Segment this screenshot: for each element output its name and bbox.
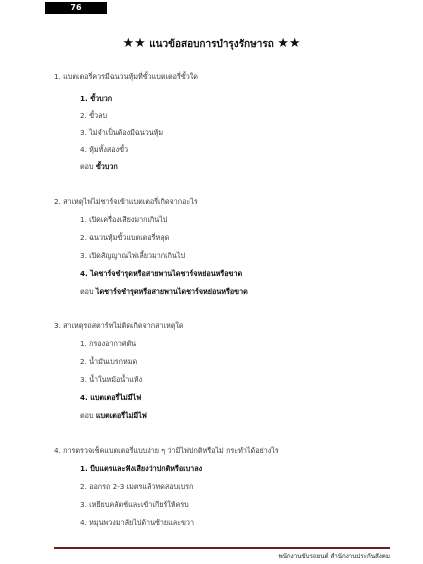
star-icon: ★★ xyxy=(122,36,146,51)
option: 1. ขั้วบวก xyxy=(80,94,113,103)
question-text: 1. แบตเตอรี่ควรมีฉนวนหุ้มที่ขั้วแบตเตอรี่ขั้วใด xyxy=(54,72,198,81)
option: 1. เปิดเครื่องเสียงมากเกินไป xyxy=(80,215,168,224)
option: 3. เปิดสัญญาณไฟเลี้ยวมากเกินไป xyxy=(80,251,186,260)
question-text: 3. สาเหตุรถสตาร์ทไม่ติดเกิดจากสาเหตุใด xyxy=(54,321,184,330)
option: 4. หุ้มทั้งสองขั้ว xyxy=(80,145,129,154)
answer-line xyxy=(80,411,147,421)
answer-line xyxy=(80,162,118,172)
answer-label: ตอบ xyxy=(80,411,94,420)
option: 4. ไดชาร์จชำรุดหรือสายพานไดชาร์จหย่อนหรือขาด xyxy=(80,269,243,278)
option: 1. กรองอากาศตัน xyxy=(80,339,137,348)
answer-text: ไดชาร์จชำรุดหรือสายพานไดชาร์จหย่อนหรือขาด xyxy=(95,287,248,296)
option: 2. ออกรถ 2-3 เมตรแล้วทดสอบเบรก xyxy=(80,482,194,491)
option: 2. ขั้วลบ xyxy=(80,111,108,120)
footer-text: พนักงานขับรถยนต์ สำนักงานประกันสังคม xyxy=(278,553,390,560)
option: 4. แบตเตอรี่ไม่มีไฟ xyxy=(80,393,142,402)
option: 2. ฉนวนหุ้มขั้วแบตเตอรี่หลุด xyxy=(80,233,170,242)
answer-label: ตอบ xyxy=(80,162,94,171)
question-text: 4. การตรวจเช็คแบตเตอรี่แบบง่าย ๆ ว่ามีไฟปกติหรือไม่ กระทำได้อย่างไร xyxy=(54,446,279,455)
answer-text: ขั้วบวก xyxy=(95,162,118,171)
page-number: 76 xyxy=(45,2,107,14)
footer-divider xyxy=(54,547,390,549)
answer-text: แบตเตอรี่ไม่มีไฟ xyxy=(95,411,147,420)
page-title xyxy=(0,36,423,52)
title-text: แนวข้อสอบการบำรุงรักษารถ xyxy=(149,39,274,50)
option: 2. น้ำมันเบรกหมด xyxy=(80,357,138,366)
answer-line xyxy=(80,287,248,297)
option: 3. เหยียบคลัตช์และเข้าเกียร์ให้ครบ xyxy=(80,500,189,509)
option: 4. หมุนพวงมาลัยไปด้านซ้ายและขวา xyxy=(80,518,195,527)
question-text: 2. สาเหตุไฟไม่ชาร์จเข้าแบตเตอรี่เกิดจากอะไร xyxy=(54,197,198,206)
option: 3. ไม่จำเป็นต้องมีฉนวนหุ้ม xyxy=(80,128,164,137)
answer-label: ตอบ xyxy=(80,287,94,296)
option: 3. น้ำในหม้อน้ำแห้ง xyxy=(80,375,143,384)
option: 1. บีบแตรและฟังเสียงว่าปกติหรือเบาลง xyxy=(80,464,203,473)
star-icon: ★★ xyxy=(277,36,301,51)
